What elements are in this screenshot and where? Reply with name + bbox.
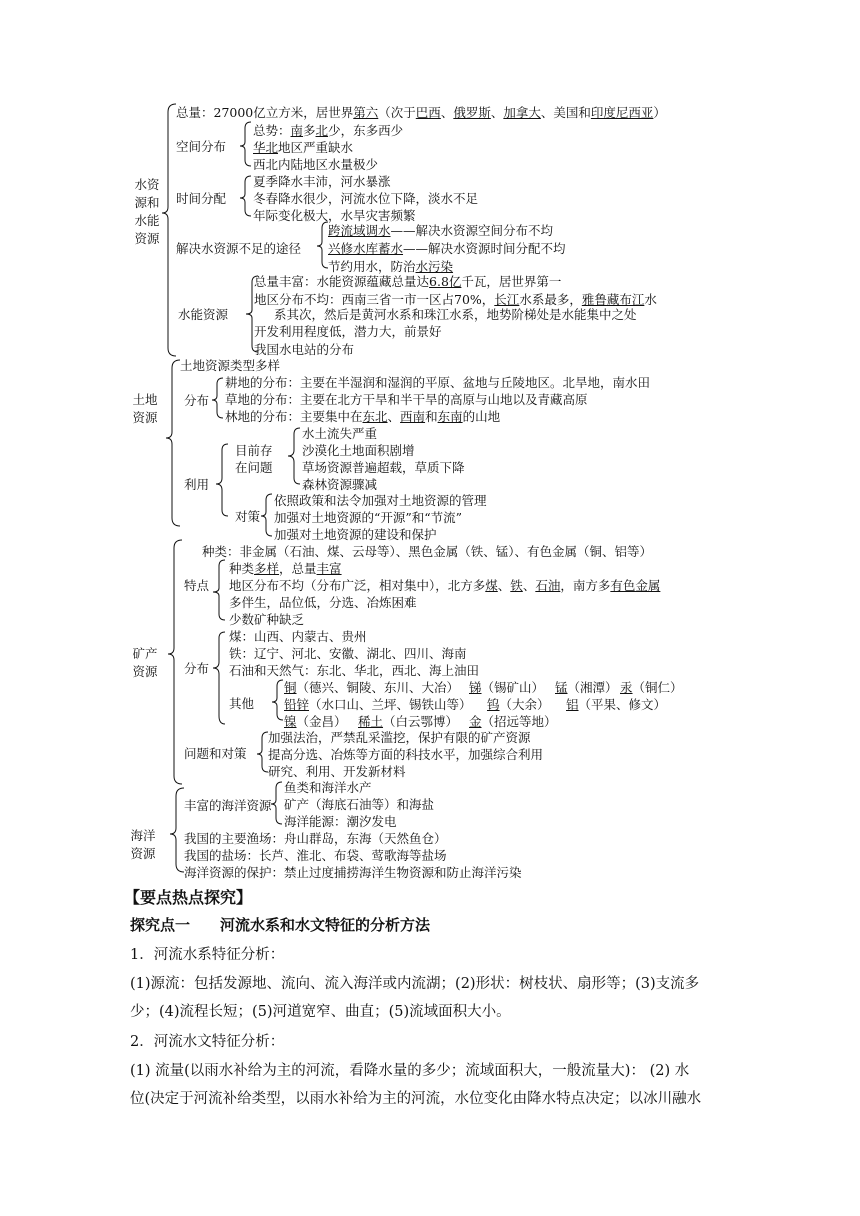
land-use-label: 利用 <box>184 477 210 492</box>
land-p4: 森林资源骤减 <box>302 477 378 492</box>
hydro-l5: 我国水电站的分布 <box>254 342 355 357</box>
land-measures-label: 对策 <box>235 509 261 524</box>
mineral-other-row1: 铜（德兴、铜陵、东川、大冶） <box>284 680 460 695</box>
ocean-title: 海洋资源 <box>130 828 156 861</box>
land-m3: 加强对土地资源的建设和保护 <box>274 527 437 542</box>
mineral-kinds: 种类：非金属（石油、煤、云母等）、黑色金属（铁、锰）、有色金属（铜、铝等） <box>202 544 653 559</box>
spatial-trend: 总势：南多北少，东多西少 <box>253 123 404 138</box>
solutions-s2: 兴修水库蓄水——解决水资源时间分配不均 <box>328 241 566 256</box>
ocean-protect: 海洋资源的保护：禁止过度捕捞海洋生物资源和防止海洋污染 <box>184 865 522 880</box>
land-types: 土地资源类型多样 <box>180 358 281 373</box>
s1-line1: (1)源流：包括发源地、流向、流入海洋或内流湖；(2)形状：树枝状、扇形等；(3)支流多 <box>130 976 700 992</box>
mineral-coal: 煤：山西、内蒙古、贵州 <box>229 629 367 644</box>
mineral-title: 矿产资源 <box>132 646 158 679</box>
solutions-s3: 节约用水，防治水污染 <box>328 259 454 274</box>
hydro-l4: 开发利用程度低，潜力大，前景好 <box>254 324 442 339</box>
ocean-saltern: 我国的盐场：长芦、淮北、布袋、莺歌海等盐场 <box>184 848 447 863</box>
spatial-northwest: 西北内陆地区水量极少 <box>253 157 379 172</box>
mineral-hg: 汞（铜仁） <box>620 680 683 695</box>
hydro-label: 水能资源 <box>178 307 229 322</box>
mineral-ni: 镍（金昌） <box>284 714 347 729</box>
temporal-label: 时间分配 <box>176 191 227 206</box>
ocean-r2: 矿产（海底石油等）和海盐 <box>284 797 435 812</box>
land-farm: 耕地的分布：主要在半湿润和湿润的平原、盆地与丘陵地区。北旱地，南水田 <box>225 375 651 390</box>
ocean-rich-label: 丰富的海洋资源 <box>184 798 272 813</box>
land-p3: 草场资源普遍超载，草质下降 <box>302 460 465 475</box>
temporal-l2: 冬春降水很少，河流水位下降，淡水不足 <box>253 191 479 206</box>
land-dist-label: 分布 <box>184 393 210 408</box>
mineral-issues-label: 问题和对策 <box>184 746 247 761</box>
water-title: 水资源和水能资源 <box>134 177 160 246</box>
ocean-r3: 海洋能源：潮汐发电 <box>284 814 397 829</box>
hydro-l1: 总量丰富：水能资源蕴藏总量达6.8亿千瓦，居世界第一 <box>254 274 562 289</box>
mineral-i2: 提高分选、冶炼等方面的科技水平，加强综合利用 <box>268 747 544 762</box>
spatial-north: 华北地区严重缺水 <box>253 140 354 155</box>
mineral-dist-label: 分布 <box>184 661 210 676</box>
s2-title: 2．河流水文特征分析： <box>130 1034 285 1050</box>
mineral-f4: 少数矿种缺乏 <box>229 612 305 627</box>
spatial-label: 空间分布 <box>176 139 227 154</box>
temporal-l1: 夏季降水丰沛，河水暴涨 <box>253 174 391 189</box>
ocean-r1: 鱼类和海洋水产 <box>284 780 372 795</box>
mineral-i3: 研究、利用、开发新材料 <box>268 764 406 779</box>
mineral-au: 金（招远等地） <box>469 714 557 729</box>
mineral-other-label: 其他 <box>229 696 255 711</box>
land-m1: 依照政策和法令加强对土地资源的管理 <box>274 493 487 508</box>
mineral-pbzn: 铅锌（水口山、兰坪、锡铁山等） <box>284 697 472 712</box>
s2-line2: 位(决定于河流补给类型，以雨水补给为主的河流，水位变化由降水特点决定；以冰川融水 <box>130 1091 702 1107</box>
land-m2: 加强对土地资源的“开源”和“节流” <box>274 510 463 525</box>
mineral-f2: 地区分布不均（分布广泛，相对集中），北方多煤、铁、石油，南方多有色金属 <box>229 578 661 593</box>
land-problems-label-2: 在问题 <box>235 460 273 475</box>
mineral-i1: 加强法治，严禁乱采滥挖，保护有限的矿产资源 <box>268 730 531 745</box>
point-1-title: 探究点一 河流水系和水文特征的分析方法 <box>130 916 431 934</box>
hydro-l3: 系其次，然后是黄河水系和珠江水系，地势阶梯处是水能集中之处 <box>274 307 637 322</box>
temporal-l3: 年际变化极大，水旱灾害频繁 <box>253 208 416 223</box>
mineral-al: 铝（平果、修文） <box>566 697 667 712</box>
s1-title: 1．河流水系特征分析： <box>130 947 285 963</box>
land-problems-label-1: 目前存 <box>235 443 273 458</box>
mineral-oil: 石油和天然气：东北、华北，西北、海上油田 <box>229 663 480 678</box>
water-total: 总量：27000亿立方米，居世界第六（次于巴西、俄罗斯、加拿大、美国和印度尼西亚） <box>176 105 666 120</box>
mineral-mn: 锰（湘潭） <box>555 680 618 695</box>
solutions-label: 解决水资源不足的途径 <box>176 241 302 256</box>
mineral-re: 稀土（白云鄂博） <box>358 714 459 729</box>
mineral-iron: 铁：辽宁、河北、安徽、湖北、四川、海南 <box>229 646 467 661</box>
mineral-f1: 种类多样，总量丰富 <box>229 561 342 576</box>
s1-line2: 少；(4)流程长短；(5)河道宽窄、曲直；(5)流域面积大小。 <box>130 1004 511 1020</box>
mineral-features-label: 特点 <box>184 578 210 593</box>
section-heading: 【要点热点探究】 <box>124 888 253 907</box>
s2-line1: (1) 流量(以雨水补给为主的河流，看降水量的多少；流域面积大，一般流量大)： (2) 水 <box>130 1063 690 1079</box>
land-p1: 水土流失严重 <box>302 426 378 441</box>
hydro-l2: 地区分布不均：西南三省一市一区占70%，长江水系最多，雅鲁藏布江水 <box>254 292 657 307</box>
mineral-f3: 多伴生，品位低，分选、冶炼困难 <box>229 595 417 610</box>
land-p2: 沙漠化土地面积剧增 <box>302 443 415 458</box>
land-grass: 草地的分布：主要在北方干旱和半干旱的高原与山地以及青藏高原 <box>225 392 588 407</box>
mineral-sb: 锑（锡矿山） <box>469 680 545 695</box>
land-title: 土地资源 <box>132 392 158 425</box>
mineral-w: 钨（大余） <box>487 697 550 712</box>
solutions-s1: 跨流域调水——解决水资源空间分布不均 <box>328 223 554 238</box>
ocean-fishery: 我国的主要渔场：舟山群岛，东海（天然鱼仓） <box>184 831 447 846</box>
land-forest: 林地的分布：主要集中在东北、西南和东南的山地 <box>225 409 501 424</box>
